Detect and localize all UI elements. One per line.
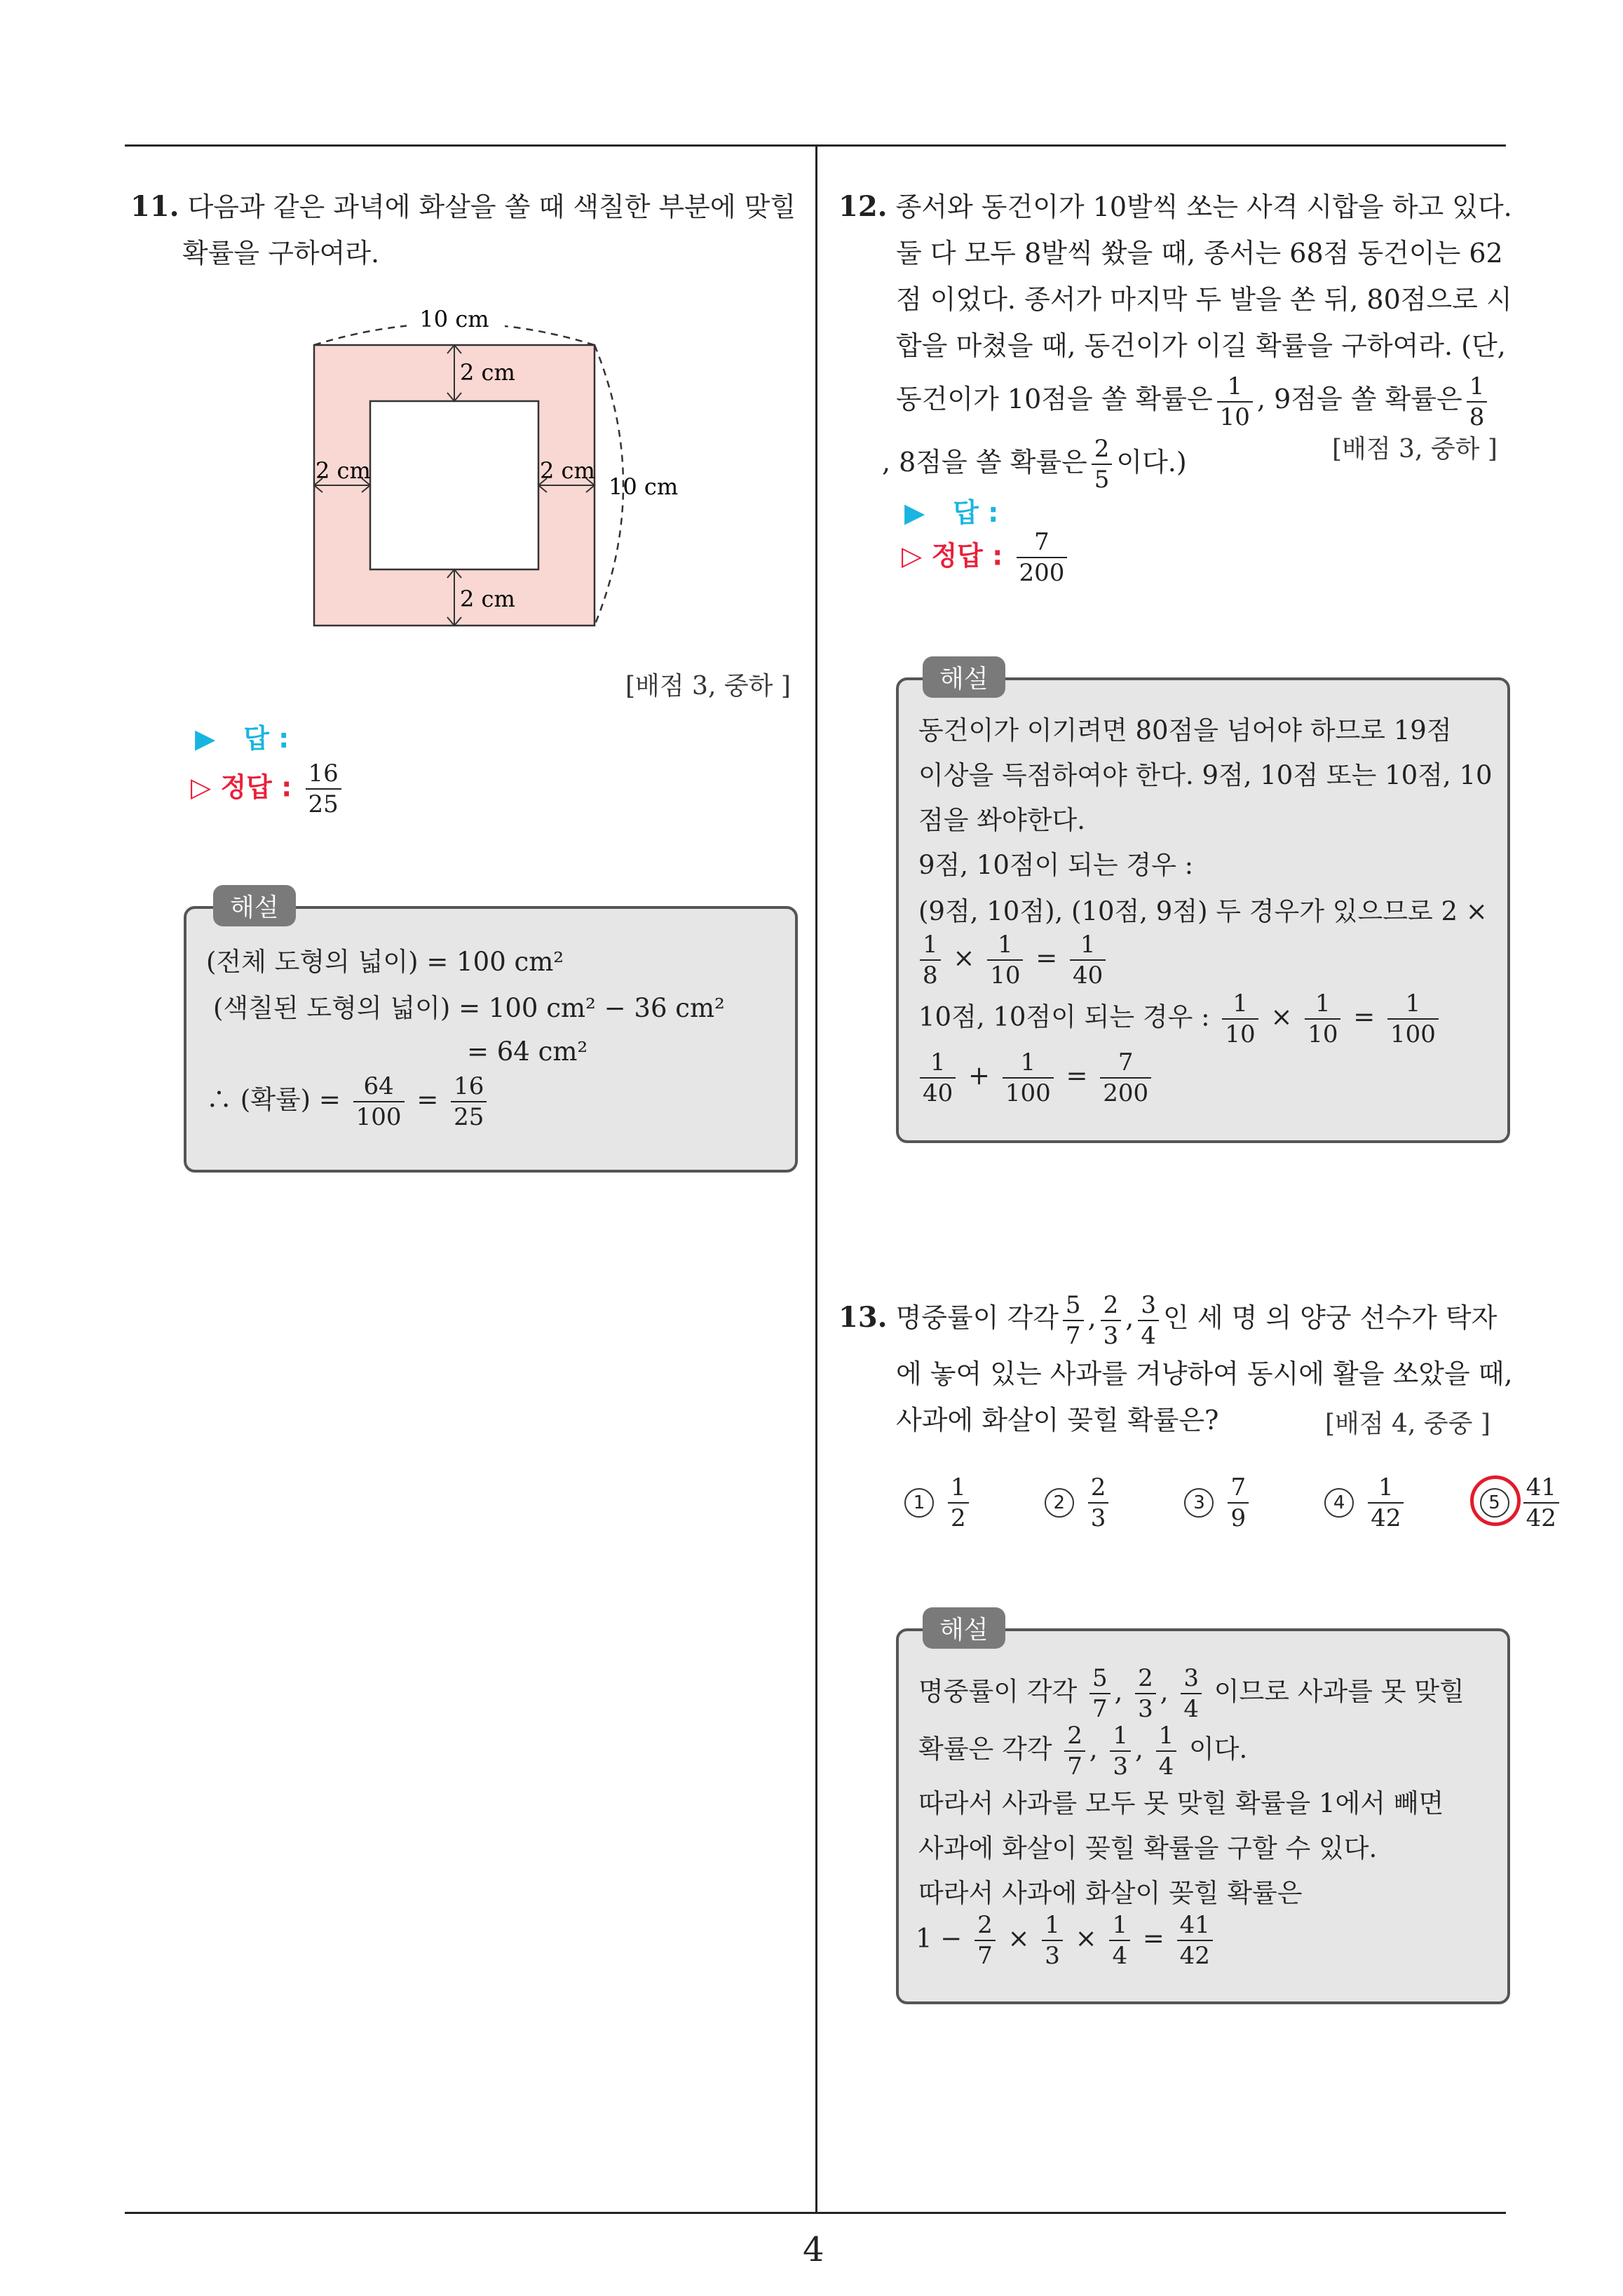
explanation-line: $\frac{1}{8}$ × $\frac{1}{10}$ = $\frac{1}{40}$ [916, 930, 1110, 990]
inner-bottom-label: 2 cm [460, 586, 515, 612]
question-text: 둘 다 모두 8발씩 쐈을 때, 종서는 68점 동건이는 62 [896, 238, 1503, 269]
explanation-line: = 64 cm² [467, 1036, 588, 1067]
bottom-rule [125, 2212, 1506, 2214]
answer-label: 답 : [953, 497, 999, 528]
inner-square [370, 401, 538, 569]
explanation-tag: 해설 [213, 885, 296, 926]
question-text: 사과에 화살이 꽂힐 확률은? [896, 1404, 1219, 1436]
question-text: 종서와 동건이가 10발씩 쏘는 사격 시합을 하고 있다. [895, 191, 1512, 222]
explanation-tag: 해설 [923, 1607, 1005, 1649]
column-divider [815, 144, 817, 2213]
answer-label: 답 : [243, 723, 290, 754]
correct-answer-fraction: $\frac{16}{25}$ [306, 759, 341, 819]
question-11 [130, 184, 803, 276]
right-label: 10 cm [609, 473, 679, 500]
explanation-line: (색칠된 도형의 넓이) = 100 cm² − 36 cm² [213, 993, 725, 1023]
explanation-line: 10점, 10점이 되는 경우 : $\frac{1}{10}$ × $\frac{1}{10}$ = $\frac{1}{100}$ [918, 989, 1443, 1049]
question-text: 합을 마쳤을 때, 동건이가 이길 확률을 구하여라. (단, [896, 330, 1506, 361]
outline-play-icon: ▷ [191, 771, 212, 803]
explanation-line: (전체 도형의 넓이) = 100 cm² [206, 947, 564, 977]
correct-answer-fraction: $\frac{7}{200}$ [1017, 527, 1068, 588]
answer-row [904, 491, 998, 529]
explanation-line: 따라서 사과를 모두 못 맞힐 확률을 1에서 빼면 [918, 1788, 1444, 1818]
play-icon: ▶ [195, 723, 216, 754]
option-5[interactable]: 5 $\frac{41}{42}$ [1480, 1473, 1563, 1533]
target-figure [294, 295, 687, 631]
question-text: 확률을 구하여라. [182, 238, 380, 269]
question-text: 명중률이 각각 $\frac{5}{7}$ , $\frac{2}{3}$ , $\frac{3}{4}$ 인 세 명 의 양궁 선수가 탁자 [895, 1290, 1498, 1350]
score-info: [배점 3, 중하 ] [1332, 435, 1498, 464]
selected-answer-marker: 5 [1480, 1485, 1519, 1518]
explanation-line: $\frac{1}{40}$ + $\frac{1}{100}$ = $\frac{7}{200}$ [916, 1048, 1155, 1108]
question-number: 13. [838, 1301, 888, 1334]
page-number: 4 [803, 2230, 824, 2269]
correct-label: 정답 : [220, 771, 292, 803]
explanation-line: (9점, 10점), (10점, 9점) 두 경우가 있으므로 2 × [918, 896, 1488, 926]
explanation-line: 9점, 10점이 되는 경우 : [918, 850, 1194, 880]
explanation-line: 이상을 득점하여야 한다. 9점, 10점 또는 10점, 10 [918, 760, 1493, 790]
explanation-line: 동건이가 이기려면 80점을 넘어야 하므로 19점 [918, 715, 1452, 745]
explanation-tag: 해설 [923, 656, 1005, 698]
inner-left-label: 2 cm [315, 457, 371, 484]
explanation-line: 따라서 사과에 화살이 꽂힐 확률은 [918, 1878, 1303, 1908]
question-text: 다음과 같은 과녁에 화살을 쏠 때 색칠한 부분에 맞힐 [187, 191, 796, 222]
question-number: 11. [130, 190, 179, 223]
answer-options [904, 1473, 1623, 1533]
explanation-line: 1 − $\frac{2}{7}$ × $\frac{1}{3}$ × $\frac{1}{4}$ = $\frac{41}{42}$ [916, 1910, 1217, 1971]
question-number: 12. [838, 190, 888, 223]
explanation-line: 확률은 각각 $\frac{2}{7}$ , $\frac{1}{3}$ , $\frac{1}{4}$ 이다. [918, 1722, 1248, 1781]
correct-answer-row [902, 527, 1071, 588]
outline-play-icon: ▷ [902, 540, 923, 572]
question-text: , 8점을 쏠 확률은 $\frac{2}{5}$ 이다.) [882, 435, 1187, 494]
correct-label: 정답 : [931, 540, 1003, 572]
option-1[interactable]: 1 $\frac{1}{2}$ [904, 1473, 973, 1533]
answer-row [195, 717, 289, 755]
option-4[interactable]: 4 $\frac{1}{42}$ [1324, 1473, 1408, 1533]
top-label: 10 cm [419, 306, 489, 332]
score-info: [배점 4, 중중 ] [1325, 1410, 1490, 1438]
score-info: [배점 3, 중하 ] [625, 672, 791, 701]
option-2[interactable]: 2 $\frac{2}{3}$ [1045, 1473, 1113, 1533]
option-3[interactable]: 3 $\frac{7}{9}$ [1184, 1473, 1253, 1533]
question-text: 동건이가 10점을 쏠 확률은 $\frac{1}{10}$ , 9점을 쏠 확률은 $\frac{1}{8}$ [838, 369, 1526, 432]
play-icon: ▶ [904, 497, 925, 528]
question-text: 점 이었다. 종서가 마지막 두 발을 쏜 뒤, 80점으로 시 [896, 284, 1512, 315]
explanation-line: 명중률이 각각 $\frac{5}{7}$ , $\frac{2}{3}$ , $\frac{3}{4}$ 이므로 사과를 못 맞힐 [918, 1664, 1465, 1723]
inner-top-label: 2 cm [460, 359, 515, 386]
explanation-line: ∴ (확률) = $\frac{64}{100}$ = $\frac{16}{25}$ [206, 1072, 491, 1132]
question-text: 에 놓여 있는 사과를 겨냥하여 동시에 활을 쏘았을 때, [896, 1358, 1513, 1389]
explanation-line: 점을 쏴야한다. [918, 805, 1085, 835]
explanation-line: 사과에 화살이 꽂힐 확률을 구할 수 있다. [918, 1833, 1378, 1863]
inner-right-label: 2 cm [540, 457, 595, 484]
correct-answer-row [191, 759, 346, 819]
